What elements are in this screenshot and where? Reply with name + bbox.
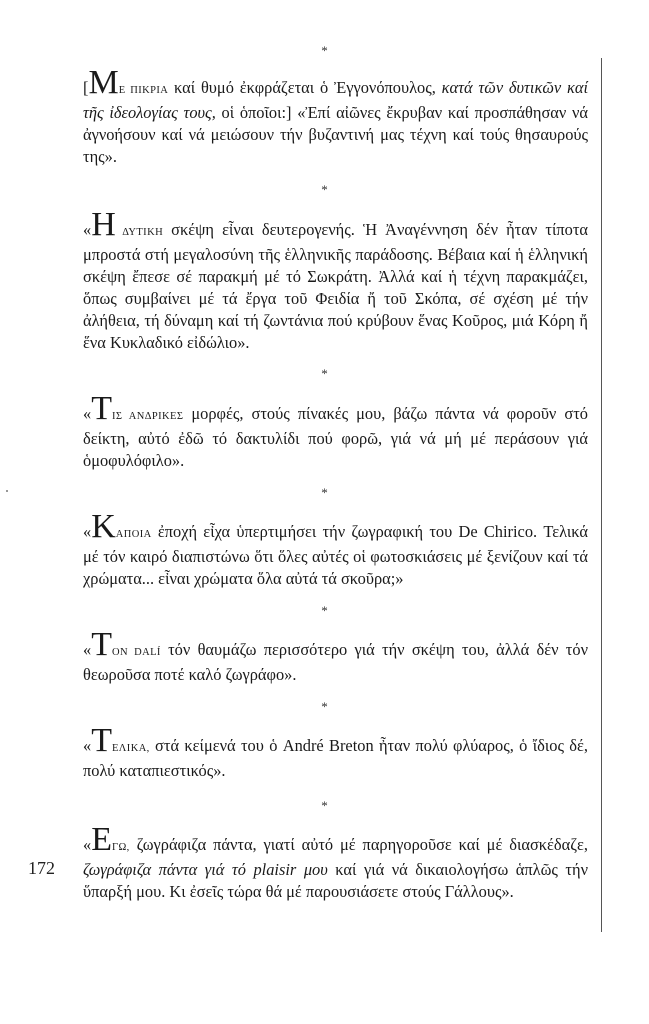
body-text: στά κείμενά του ὁ André Breton ἦταν πολύ φλύαρος, ὁ ἴδιος δέ, πολύ καταπιεστικός». [83, 736, 588, 780]
opening-mark: « [83, 640, 92, 659]
paragraph-1 [83, 64, 588, 168]
body-text: καί γιά νά δικαιολογήσω ἁπλῶς τήν ὕπαρξή μου. Κι ἐσεῖς τώρα θά μέ παρουσιάσετε στούς Γάλλους». [83, 860, 588, 901]
opening-mark: « [83, 220, 92, 239]
small-caps-lead: Ε ΠΙΚΡΙΑ [118, 85, 169, 96]
italic-text: κατά τῶν δυτικῶν καί τῆς ἰδεολογίας τους, [83, 78, 588, 122]
opening-mark: « [83, 404, 92, 423]
separator-star: * [321, 798, 328, 813]
body-text: ἐποχή εἶχα ὑπερτιμήσει τήν ζωγραφική του De Chirico. Τελικά μέ τόν καιρό διαπιστώνω ὅτι ὅλες αὐτές οἱ φωτοσκιάσεις μέ ξενίζουν καί τά χρώματα... εἶναι χρώματα ὅλα αὐτά τά σκοῦρα;» [83, 522, 588, 588]
opening-mark: [ [83, 78, 89, 97]
separator-star: * [321, 485, 328, 500]
drop-initial: Τ [91, 390, 112, 427]
body-text: μορφές, στούς πίνακές μου, βάζω πάντα νά φοροῦν στό δείκτη, αὐτό ἐδῶ τό δακτυλίδι πού φορῶ, γιά νά μή μέ περάσουν γιά ὁμοφυλόφιλο». [83, 404, 588, 470]
body-text: τόν θαυμάζω περισσότερο γιά τήν σκέψη του, ἀλλά δέν τόν θεωροῦσα ποτέ καλό ζωγράφο». [83, 640, 588, 684]
small-caps-lead: ΓΩ, [111, 842, 130, 853]
separator-star: * [321, 699, 328, 714]
body-text: σκέψη εἶναι δευτερογενής. Ἡ Ἀναγέννηση δέν ἦταν τίποτα μπροστά στή μεγαλοσύνη τῆς ἑλληνικῆς παράδοσης. Βέβαια καί ἡ ἑλληνική σκέψη ἔπεσε σέ παρακμή μέ τό Σωκράτη. Ἀλλά καί ἡ τέχνη παρακμάζει, ὅπως συμβαίνει μέ τά ἔργα τοῦ Φειδία ἤ τοῦ Σκόπα, σέ σχέση μέ τήν ἀλήθεια, τή δύναμη καί τή ζωντάνια πού κρύβουν ἕνας Κοῦρος, μιά Κόρη ἤ ἕνα Κυκλαδικό εἰδώλιο». [83, 220, 588, 352]
opening-mark: « [83, 522, 92, 541]
paragraph-4 [83, 508, 588, 590]
italic-text: ζωγράφιζα πάντα γιά τό plaisir μου [83, 860, 328, 879]
paragraph-6 [83, 722, 588, 782]
small-caps-lead: ΕΛΙΚΑ, [111, 743, 150, 754]
small-caps-lead: ΔΥΤΙΚΗ [115, 227, 164, 238]
separator-star: * [321, 603, 328, 618]
separator-star: * [321, 366, 328, 381]
separator-star: * [321, 43, 328, 58]
body-text: ζωγράφιζα πάντα, γιατί αὐτό μέ παρηγοροῦσε καί μέ διασκέδαζε, [129, 835, 588, 854]
small-caps-lead: ΟΝ DALÍ [111, 647, 161, 658]
opening-mark: « [83, 835, 92, 854]
drop-initial: Μ [88, 64, 119, 101]
drop-initial: Η [91, 206, 116, 243]
paragraph-2 [83, 206, 588, 354]
body-text: οἱ ὁποῖοι:] «Ἐπί αἰῶνες ἔκρυβαν καί προσπάθησαν νά ἀγνοήσουν καί νά μειώσουν τήν βυζαντινή μας τέχνη καί τούς θησαυρούς της». [83, 103, 588, 166]
drop-initial: Κ [91, 508, 116, 545]
small-caps-lead: ΙΣ ΑΝΔΡΙΚΕΣ [111, 411, 184, 422]
separator-star: * [321, 182, 328, 197]
paragraph-3 [83, 390, 588, 472]
drop-initial: Τ [91, 626, 112, 663]
paragraph-7 [83, 821, 588, 903]
page-number: 172 [28, 858, 55, 878]
drop-initial: Ε [91, 821, 112, 858]
small-caps-lead: ΑΠΟΙΑ [115, 529, 152, 540]
body-text: καί θυμό ἐκφράζεται ὁ Ἐγγονόπουλος, [168, 78, 442, 97]
drop-initial: Τ [91, 722, 112, 759]
opening-mark: « [83, 736, 92, 755]
paragraph-5 [83, 626, 588, 686]
